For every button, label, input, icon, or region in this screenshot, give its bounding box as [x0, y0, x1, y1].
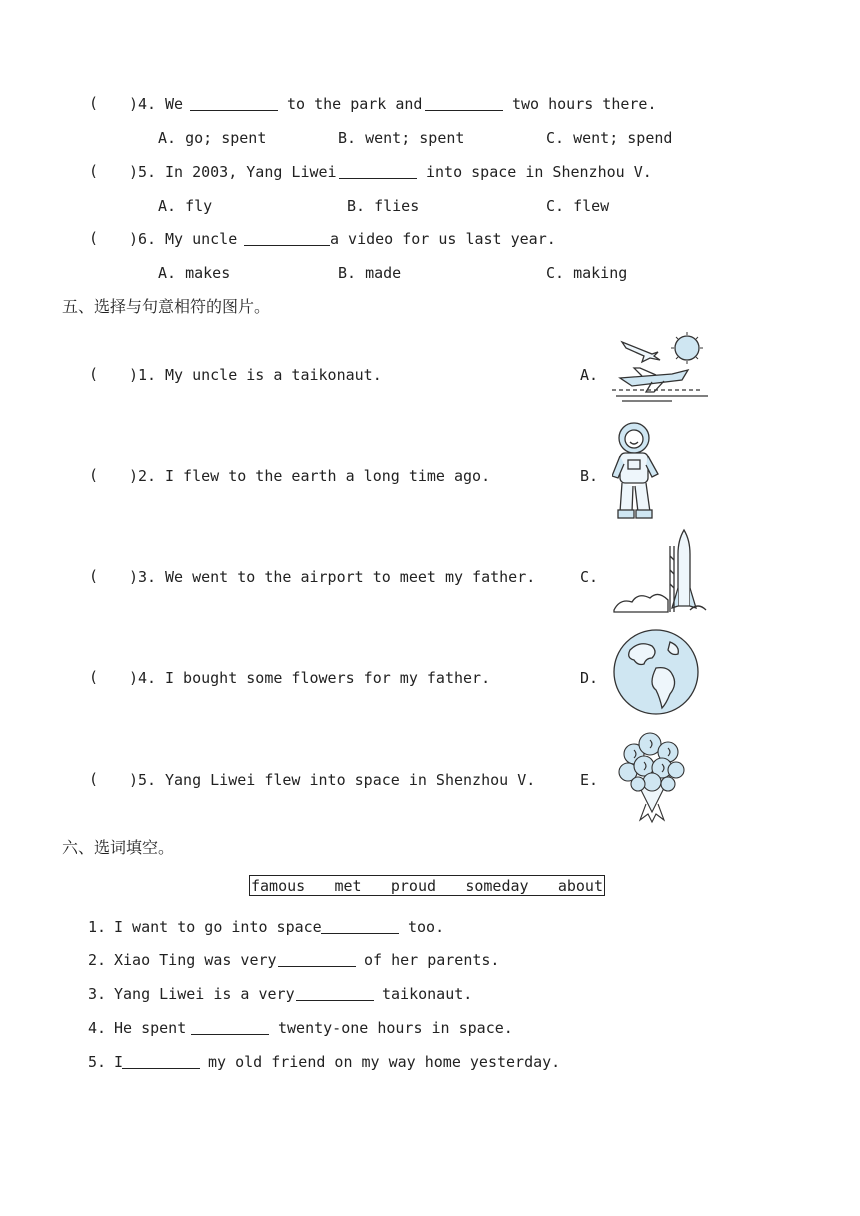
picture-letter: E.	[580, 771, 599, 789]
word-bank	[249, 875, 605, 896]
answer-blank[interactable]	[425, 96, 503, 111]
option-b: B. made	[338, 264, 402, 282]
item-number: 5.	[88, 1053, 107, 1071]
picture-letter: D.	[580, 669, 599, 687]
question-text-post: two hours there.	[512, 95, 657, 113]
item-text-post: too.	[408, 918, 445, 936]
answer-blank[interactable]	[244, 231, 330, 246]
item-text-pre: I want to go into space	[114, 918, 322, 936]
answer-paren-open: (	[89, 668, 99, 686]
answer-blank[interactable]	[296, 986, 374, 1001]
item-text-pre: He spent	[114, 1019, 187, 1037]
word-bank-item: about	[557, 876, 603, 895]
question-text: We went to the airport to meet my father.	[165, 568, 536, 586]
item-text-post: of her parents.	[364, 951, 500, 969]
question-text-post: a video for us last year.	[330, 230, 556, 248]
question-number: )1.	[129, 366, 157, 384]
question-number: )4.	[129, 95, 157, 113]
option-a: A. makes	[158, 264, 231, 282]
question-text-post: into space in Shenzhou V.	[426, 163, 652, 181]
question-number: )4.	[129, 669, 157, 687]
word-bank-item: proud	[390, 876, 437, 895]
question-number: )3.	[129, 568, 157, 586]
item-number: 4.	[88, 1019, 107, 1037]
item-number: 2.	[88, 951, 107, 969]
option-b: B. went; spent	[338, 129, 465, 147]
option-a: A. fly	[158, 197, 213, 215]
section-6-heading: 六、选词填空。	[62, 838, 175, 857]
answer-paren-open: (	[89, 466, 99, 484]
rocket-icon	[612, 526, 708, 616]
question-text-pre: We	[165, 95, 184, 113]
item-number: 1.	[88, 918, 107, 936]
picture-letter: A.	[580, 366, 599, 384]
question-text-mid: to the park and	[287, 95, 423, 113]
option-c: C. making	[546, 264, 628, 282]
answer-paren-open: (	[89, 162, 99, 180]
answer-blank[interactable]	[339, 164, 417, 179]
answer-paren-open: (	[89, 567, 99, 585]
answer-blank[interactable]	[191, 1020, 269, 1035]
answer-blank[interactable]	[190, 96, 278, 111]
answer-paren-open: (	[89, 229, 99, 247]
item-text-pre: Yang Liwei is a very	[114, 985, 295, 1003]
answer-paren-open: (	[89, 365, 99, 383]
question-number: )5.	[129, 163, 157, 181]
question-number: )2.	[129, 467, 157, 485]
flower-bouquet-icon	[612, 726, 692, 826]
question-text: I flew to the earth a long time ago.	[165, 467, 491, 485]
item-text-post: taikonaut.	[382, 985, 473, 1003]
item-text-post: twenty-one hours in space.	[278, 1019, 513, 1037]
question-text: My uncle is a taikonaut.	[165, 366, 382, 384]
option-c: C. went; spend	[546, 129, 673, 147]
item-number: 3.	[88, 985, 107, 1003]
item-text-post: my old friend on my way home yesterday.	[208, 1053, 561, 1071]
word-bank-item: famous	[251, 876, 306, 895]
word-bank-item: met	[334, 876, 362, 895]
option-a: A. go; spent	[158, 129, 267, 147]
answer-paren-open: (	[89, 770, 99, 788]
option-b: B. flies	[347, 197, 420, 215]
question-text: Yang Liwei flew into space in Shenzhou V.	[165, 771, 536, 789]
answer-paren-open: (	[89, 94, 99, 112]
earth-globe-icon	[612, 628, 702, 718]
question-text-pre: My uncle	[165, 230, 238, 248]
answer-blank[interactable]	[278, 952, 356, 967]
item-text-pre: I	[114, 1053, 124, 1071]
astronaut-icon	[612, 420, 668, 520]
item-text-pre: Xiao Ting was very	[114, 951, 277, 969]
answer-blank[interactable]	[321, 919, 399, 934]
picture-letter: B.	[580, 467, 599, 485]
section-5-heading: 五、选择与句意相符的图片。	[62, 297, 271, 316]
word-bank-item: someday	[465, 876, 529, 895]
question-number: )6.	[129, 230, 157, 248]
question-number: )5.	[129, 771, 157, 789]
answer-blank[interactable]	[122, 1054, 200, 1069]
option-c: C. flew	[546, 197, 610, 215]
question-text: I bought some flowers for my father.	[165, 669, 491, 687]
question-text-pre: In 2003, Yang Liwei	[165, 163, 337, 181]
airplane-sun-icon	[612, 330, 712, 405]
picture-letter: C.	[580, 568, 599, 586]
